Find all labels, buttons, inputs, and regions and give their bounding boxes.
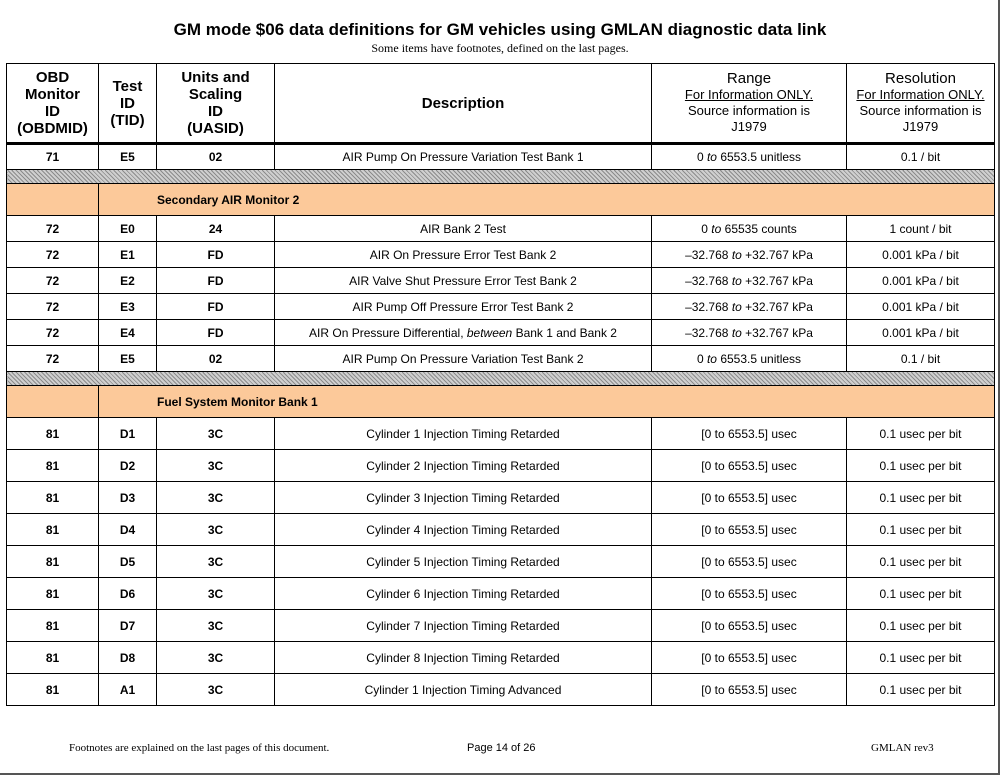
range-cell: [0 to 6553.5] usec <box>652 514 847 546</box>
table-row <box>7 144 995 170</box>
tid-header: Test ID (TID) <box>99 64 157 144</box>
description-cell: AIR Pump Off Pressure Error Test Bank 2 <box>275 294 652 320</box>
obdmid-cell: 72 <box>7 346 99 372</box>
page-title: GM mode $06 data definitions for GM vehicles using GMLAN diagnostic data link <box>173 20 827 39</box>
range-cell: [0 to 6553.5] usec <box>652 674 847 706</box>
resolution-cell: 0.1 usec per bit <box>847 418 995 450</box>
table-row <box>7 320 995 346</box>
tid-cell: E3 <box>99 294 157 320</box>
resolution-cell: 0.001 kPa / bit <box>847 294 995 320</box>
tid-cell: D1 <box>99 418 157 450</box>
uasid-cell: 3C <box>157 546 275 578</box>
resolution-header: Resolution For Information ONLY. Source information is J1979 <box>847 64 995 144</box>
range-cell: [0 to 6553.5] usec <box>652 610 847 642</box>
resolution-cell: 0.1 usec per bit <box>847 610 995 642</box>
description-cell: Cylinder 1 Injection Timing Advanced <box>275 674 652 706</box>
resolution-cell: 1 count / bit <box>847 216 995 242</box>
tid-cell: D8 <box>99 642 157 674</box>
uasid-cell: 24 <box>157 216 275 242</box>
range-cell: –32.768 to +32.767 kPa <box>652 320 847 346</box>
page-number: Page 14 of 26 <box>467 742 536 754</box>
range-cell: –32.768 to +32.767 kPa <box>652 294 847 320</box>
obdmid-cell: 81 <box>7 674 99 706</box>
tid-cell: D5 <box>99 546 157 578</box>
tid-cell: E2 <box>99 268 157 294</box>
description-cell: AIR On Pressure Differential, between Bank 1 and Bank 2 <box>275 320 652 346</box>
uasid-cell: 3C <box>157 642 275 674</box>
tid-cell: D6 <box>99 578 157 610</box>
tid-cell: A1 <box>99 674 157 706</box>
uasid-cell: 3C <box>157 674 275 706</box>
uasid-cell: 02 <box>157 346 275 372</box>
tid-cell: D2 <box>99 450 157 482</box>
table-header-row <box>7 64 995 144</box>
obdmid-cell: 81 <box>7 514 99 546</box>
resolution-cell: 0.1 / bit <box>847 346 995 372</box>
range-cell: [0 to 6553.5] usec <box>652 578 847 610</box>
description-cell: AIR Pump On Pressure Variation Test Bank 2 <box>275 346 652 372</box>
description-cell: Cylinder 7 Injection Timing Retarded <box>275 610 652 642</box>
page-subtitle: Some items have footnotes, defined on the last pages. <box>371 41 629 55</box>
obdmid-cell: 72 <box>7 216 99 242</box>
resolution-cell: 0.001 kPa / bit <box>847 242 995 268</box>
obdmid-cell: 72 <box>7 320 99 346</box>
range-cell: [0 to 6553.5] usec <box>652 642 847 674</box>
range-cell: [0 to 6553.5] usec <box>652 546 847 578</box>
description-cell: AIR Pump On Pressure Variation Test Bank 1 <box>275 144 652 170</box>
table-row <box>7 642 995 674</box>
uasid-header: Units and Scaling ID (UASID) <box>157 64 275 144</box>
resolution-cell: 0.1 usec per bit <box>847 514 995 546</box>
description-cell: Cylinder 2 Injection Timing Retarded <box>275 450 652 482</box>
obdmid-cell: 81 <box>7 610 99 642</box>
resolution-cell: 0.1 usec per bit <box>847 450 995 482</box>
description-cell: Cylinder 5 Injection Timing Retarded <box>275 546 652 578</box>
description-header: Description <box>275 64 652 144</box>
section-row-secondary-air-2 <box>7 184 995 216</box>
tid-cell: E4 <box>99 320 157 346</box>
range-cell: [0 to 6553.5] usec <box>652 450 847 482</box>
range-cell: –32.768 to +32.767 kPa <box>652 242 847 268</box>
obdmid-cell: 81 <box>7 418 99 450</box>
uasid-cell: 3C <box>157 482 275 514</box>
resolution-cell: 0.001 kPa / bit <box>847 268 995 294</box>
obdmid-cell: 81 <box>7 546 99 578</box>
range-cell: 0 to 6553.5 unitless <box>652 346 847 372</box>
table-row <box>7 450 995 482</box>
uasid-cell: 3C <box>157 610 275 642</box>
resolution-cell: 0.1 usec per bit <box>847 642 995 674</box>
tid-cell: E5 <box>99 346 157 372</box>
uasid-cell: 3C <box>157 578 275 610</box>
obdmid-cell: 81 <box>7 450 99 482</box>
separator-row <box>7 170 995 184</box>
uasid-cell: FD <box>157 242 275 268</box>
table-row <box>7 674 995 706</box>
table-row <box>7 242 995 268</box>
resolution-cell: 0.1 usec per bit <box>847 482 995 514</box>
uasid-cell: 3C <box>157 418 275 450</box>
table-row <box>7 268 995 294</box>
resolution-cell: 0.1 usec per bit <box>847 578 995 610</box>
tid-cell: E0 <box>99 216 157 242</box>
uasid-cell: 02 <box>157 144 275 170</box>
obdmid-cell: 72 <box>7 242 99 268</box>
description-cell: Cylinder 3 Injection Timing Retarded <box>275 482 652 514</box>
range-cell: 0 to 6553.5 unitless <box>652 144 847 170</box>
range-cell: 0 to 65535 counts <box>652 216 847 242</box>
section-row-fuel-system-bank-1 <box>7 386 995 418</box>
table-row <box>7 514 995 546</box>
table-row <box>7 294 995 320</box>
uasid-cell: FD <box>157 268 275 294</box>
range-header: Range For Information ONLY. Source information is J1979 <box>652 64 847 144</box>
range-cell: –32.768 to +32.767 kPa <box>652 268 847 294</box>
description-cell: AIR On Pressure Error Test Bank 2 <box>275 242 652 268</box>
tid-cell: D3 <box>99 482 157 514</box>
mode06-table <box>6 63 995 706</box>
range-cell: [0 to 6553.5] usec <box>652 482 847 514</box>
document-revision: GMLAN rev3 <box>871 742 934 754</box>
resolution-cell: 0.1 usec per bit <box>847 546 995 578</box>
tid-cell: D4 <box>99 514 157 546</box>
uasid-cell: FD <box>157 320 275 346</box>
table-row <box>7 482 995 514</box>
range-cell: [0 to 6553.5] usec <box>652 418 847 450</box>
description-cell: Cylinder 4 Injection Timing Retarded <box>275 514 652 546</box>
description-cell: Cylinder 6 Injection Timing Retarded <box>275 578 652 610</box>
table-row <box>7 346 995 372</box>
obdmid-cell: 81 <box>7 642 99 674</box>
table-row <box>7 418 995 450</box>
tid-cell: E1 <box>99 242 157 268</box>
description-cell: Cylinder 1 Injection Timing Retarded <box>275 418 652 450</box>
table-row <box>7 546 995 578</box>
description-cell: Cylinder 8 Injection Timing Retarded <box>275 642 652 674</box>
uasid-cell: 3C <box>157 514 275 546</box>
table-row <box>7 216 995 242</box>
tid-cell: D7 <box>99 610 157 642</box>
table-row <box>7 610 995 642</box>
resolution-cell: 0.1 / bit <box>847 144 995 170</box>
obdmid-cell: 71 <box>7 144 99 170</box>
separator-row <box>7 372 995 386</box>
obdmid-cell: 81 <box>7 578 99 610</box>
description-cell: AIR Valve Shut Pressure Error Test Bank 2 <box>275 268 652 294</box>
section-title: Secondary AIR Monitor 2 <box>99 184 995 216</box>
resolution-cell: 0.001 kPa / bit <box>847 320 995 346</box>
uasid-cell: FD <box>157 294 275 320</box>
section-title: Fuel System Monitor Bank 1 <box>99 386 995 418</box>
footer-note: Footnotes are explained on the last pages of this document. <box>69 742 330 754</box>
tid-cell: E5 <box>99 144 157 170</box>
resolution-cell: 0.1 usec per bit <box>847 674 995 706</box>
table-row <box>7 578 995 610</box>
obdmid-cell: 72 <box>7 268 99 294</box>
uasid-cell: 3C <box>157 450 275 482</box>
obdmid-header: OBD Monitor ID (OBDMID) <box>7 64 99 144</box>
obdmid-cell: 72 <box>7 294 99 320</box>
description-cell: AIR Bank 2 Test <box>275 216 652 242</box>
obdmid-cell: 81 <box>7 482 99 514</box>
